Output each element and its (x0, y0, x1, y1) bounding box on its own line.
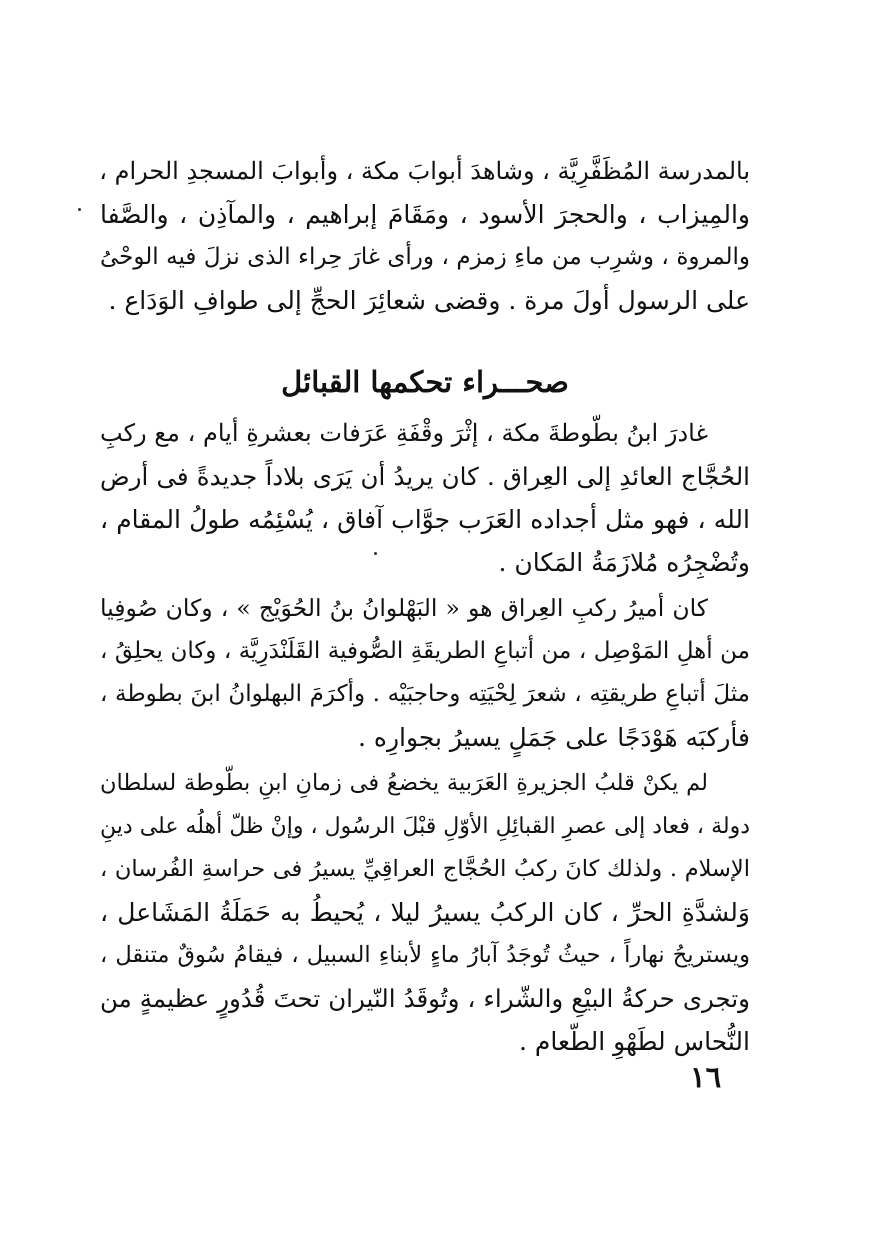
paragraph (100, 412, 750, 584)
text-line: دولة ، فعاد إلى عصرِ القبائِلِ الأوّلِ قبْلَ الرسُول ، وإنْ ظلّ أهلُه على دينِ (100, 814, 750, 839)
text-line: وتجرى حركةُ البيْعِ والشّراء ، وتُوقَدُ النّيران تحتَ قُدُورٍ عظيمةٍ من (100, 984, 750, 1013)
text-line: ويستريحُ نهاراً ، حيثُ تُوجَدُ آبارُ ماءٍ لأبناءِ السبيل ، فيقامُ سُوقٌ متنقل ، (100, 942, 750, 968)
text-line: النُّحاس لطَهْوِ الطّعام . (519, 1027, 750, 1056)
text-line: والمِيزاب ، والحجرَ الأسود ، ومَقَامَ إبراهيم ، والمآذِن ، والصَّفا (100, 200, 750, 229)
paragraph-continuation (100, 150, 750, 322)
text-line: الإسلام . ولذلك كانَ ركبُ الحُجَّاج العراقِيِّ يسيرُ فى حراسةِ الفُرسان ، (100, 856, 750, 882)
text-line: والمروة ، وشرِب من ماءِ زمزم ، ورأى غارَ حِراء الذى نزلَ فيه الوحْىُ (100, 244, 750, 270)
text-line: لم يكنْ قلبُ الجزيرةِ العَرَبية يخضعُ فى زمانِ ابنِ بطّوطة لسلطان (100, 770, 708, 796)
text-line: مثلَ أتباعِ طريقتِه ، شعرَ لِحْيَتِه وحاجبَيْه . وأكرَمَ البهلوانُ ابنَ بطوطة ، (100, 681, 750, 707)
scan-speck (78, 208, 81, 211)
text-line: فأركبَه هَوْدَجًا على جَمَلٍ يسيرُ بجوارِه . (357, 723, 750, 752)
text-line: غادرَ ابنُ بطّوطةَ مكة ، إثْرَ وقْفَةِ عَرَفات بعشرةِ أيام ، مع ركبِ (100, 419, 708, 447)
section-heading: صحـــراء تحكمها القبائل (281, 365, 569, 399)
text-line: الله ، فهو مثل أجداده العَرَب جوَّاب آفاق ، يُسْئِمُه طولُ المقام ، (100, 505, 750, 534)
scan-speck (374, 552, 377, 555)
paragraph (100, 762, 750, 1063)
text-line: على الرسول أولَ مرة . وقضى شعائِرَ الحجِّ إلى طوافِ الوَدَاع . (108, 286, 750, 315)
text-line: وتُضْجِرُه مُلازَمَةُ المَكان . (498, 548, 750, 577)
paragraph (100, 587, 750, 759)
text-line: بالمدرسة المُظَفَّرِيَّة ، وشاهدَ أبوابَ مكة ، وأبوابَ المسجدِ الحرام ، (99, 157, 750, 185)
text-line: وَلشدَّةِ الحرِّ ، كان الركبُ يسيرُ ليلا ، يُحيطُ به حَمَلَةُ المَشَاعل ، (100, 898, 750, 927)
page-number: ١٦ (690, 1060, 722, 1094)
text-line: كان أميرُ ركبِ العِراق هو « البَهْلوانُ بنُ الحُوَيْج » ، وكان صُوفِيا (100, 594, 708, 622)
text-line: من أهلِ المَوْصِل ، من أتباعِ الطريقَةِ الصُّوفية القَلَنْدَرِيَّة ، وكان يحلِقُ ، (100, 638, 750, 664)
text-line: الحُجَّاج العائدِ إلى العِراق . كان يريدُ أن يَرَى بلاداً جديدةً فى أرض (100, 462, 750, 491)
